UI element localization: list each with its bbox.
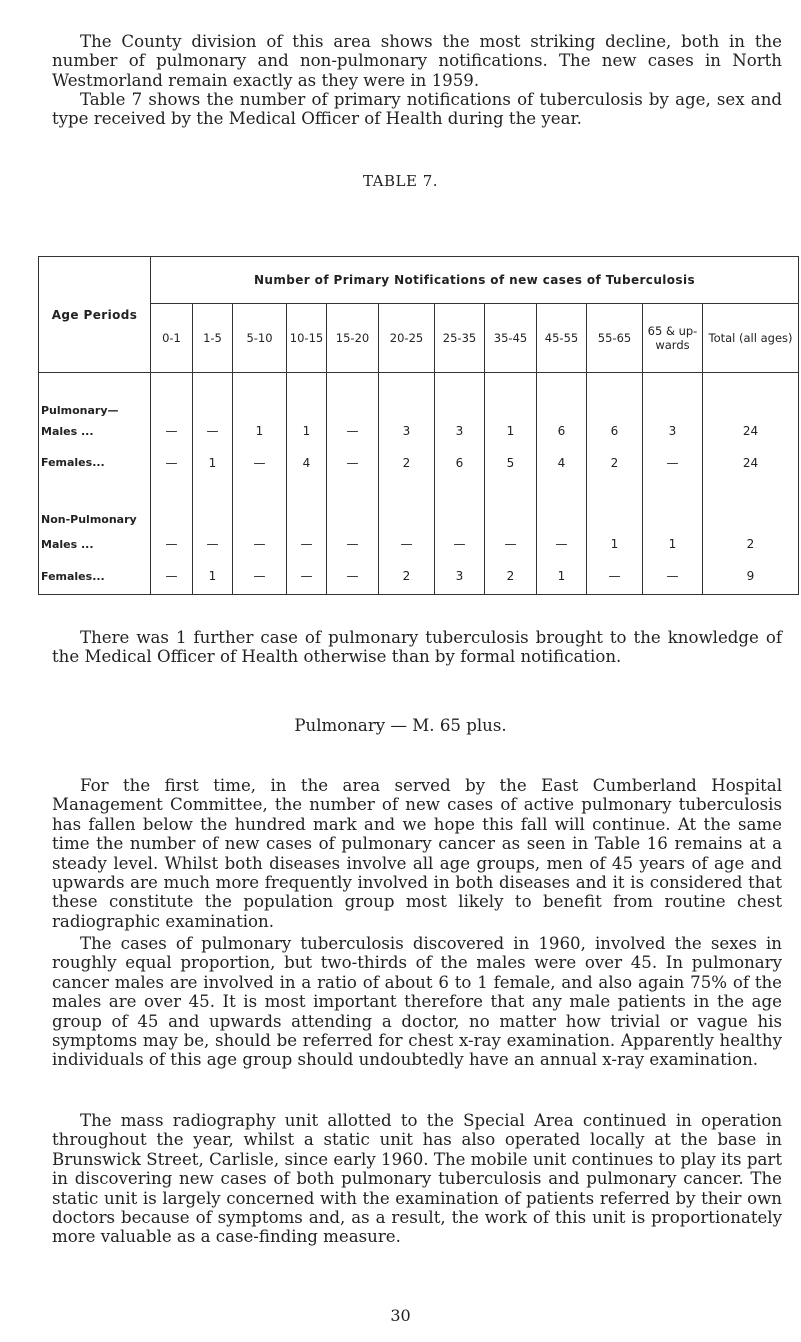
page-number: 30: [390, 1306, 411, 1325]
body-paragraph-2: The cases of pulmonary tuberculosis discovered in 1960, involved the sexes in roughly equal proportion, but two-thirds of the males were over 45. In pulmonary cancer males are involved in a ratio of about 6 to 1 female, and also again 75% of the males are over 45. It is most important therefore that any male patients in the age group of 45 and upwards attending a doctor, no matter how trivial or vague his symptoms may be, should be referred for chest x-ray examination. Apparently healthy individuals of this age group should undoubtedly have an annual x-ray examination.: [52, 934, 782, 1070]
body-paragraph-1: For the first time, in the area served by the East Cumberland Hospital Management Committee, the number of new cases of active pulmonary tuberculosis has fallen below the hundred mark and we hope this fall will continue. At the same time the number of new cases of pulmonary cancer as seen in Table 16 remains at a steady level. Whilst both diseases involve all age groups, men of 45 years of age and upwards are much more frequently involved in both diseases and it is considered that these constitute the population group most likely to benefit from routine chest radiographic examination.: [52, 776, 782, 931]
column-header: 5-10: [233, 304, 287, 373]
table-cell: 9: [703, 559, 799, 595]
intro-paragraph-1: The County division of this area shows the most striking decline, both in the number of pulmonary and non-pulmonary notifications. The new cases in North Westmorland remain exactly as they were in 1959.: [52, 32, 782, 90]
table-row: [39, 446, 799, 480]
subheading: Pulmonary — M. 65 plus.: [294, 716, 507, 735]
table-cell: 6: [435, 446, 485, 480]
table-cell: —: [435, 530, 485, 559]
table-cell: 2: [379, 559, 435, 595]
table-cell: 1: [485, 417, 537, 446]
column-header: 55-65: [587, 304, 643, 373]
intro-paragraph-2: Table 7 shows the number of primary notifications of tuberculosis by age, sex and type received by the Medical Officer of Health during the year.: [52, 90, 782, 129]
table-cell: 1: [537, 559, 587, 595]
table-cell: —: [151, 559, 193, 595]
table-cell: 2: [703, 530, 799, 559]
age-periods-header: Age Periods: [39, 257, 151, 373]
table-cell: 1: [643, 530, 703, 559]
table-cell: —: [379, 530, 435, 559]
table-cell: 4: [287, 446, 327, 480]
table-cell: 6: [537, 417, 587, 446]
table-cell: —: [193, 530, 233, 559]
group-label: Pulmonary—: [39, 373, 151, 417]
table-cell: 3: [435, 559, 485, 595]
column-header-row: [39, 304, 799, 373]
table-cell: 3: [379, 417, 435, 446]
table-cell: 3: [643, 417, 703, 446]
table-cell: —: [327, 417, 379, 446]
column-header: 25-35: [435, 304, 485, 373]
table-cell: —: [233, 530, 287, 559]
table-cell: 5: [485, 446, 537, 480]
column-header: 15-20: [327, 304, 379, 373]
column-header: 0-1: [151, 304, 193, 373]
table-cell: —: [643, 446, 703, 480]
table-cell: —: [327, 446, 379, 480]
group-row-non-pulmonary: [39, 480, 799, 530]
table-cell: 2: [379, 446, 435, 480]
table-cell: 1: [193, 559, 233, 595]
table-cell: —: [643, 559, 703, 595]
table-cell: —: [151, 530, 193, 559]
table-caption: TABLE 7.: [362, 172, 439, 190]
table-row: [39, 417, 799, 446]
table-cell: 1: [287, 417, 327, 446]
column-header: 65 & up-wards: [643, 304, 703, 373]
table-cell: —: [537, 530, 587, 559]
table-cell: —: [151, 417, 193, 446]
table-cell: 2: [587, 446, 643, 480]
column-header: 10-15: [287, 304, 327, 373]
table-cell: 1: [233, 417, 287, 446]
row-label: Females...: [39, 559, 151, 595]
after-table-paragraph: There was 1 further case of pulmonary tuberculosis brought to the knowledge of the Medical Officer of Health otherwise than by formal notification.: [52, 628, 782, 667]
table-cell: —: [233, 446, 287, 480]
table-cell: 6: [587, 417, 643, 446]
table-cell: —: [193, 417, 233, 446]
group-header: Number of Primary Notifications of new cases of Tuberculosis: [151, 257, 799, 304]
group-label: Non-Pulmonary: [39, 480, 151, 530]
table-cell: —: [287, 559, 327, 595]
column-header: 20-25: [379, 304, 435, 373]
table-cell: 4: [537, 446, 587, 480]
table-cell: 1: [193, 446, 233, 480]
table-cell: 1: [587, 530, 643, 559]
table-cell: —: [327, 559, 379, 595]
row-label: Females...: [39, 446, 151, 480]
table-cell: 2: [485, 559, 537, 595]
table-cell: —: [587, 559, 643, 595]
table-cell: —: [287, 530, 327, 559]
row-label: Males ...: [39, 417, 151, 446]
column-header: 35-45: [485, 304, 537, 373]
column-header: 1-5: [193, 304, 233, 373]
tuberculosis-notifications-table: [38, 256, 799, 595]
table-cell: 24: [703, 446, 799, 480]
table-cell: —: [233, 559, 287, 595]
table-row: [39, 559, 799, 595]
table-cell: —: [485, 530, 537, 559]
table-cell: 3: [435, 417, 485, 446]
column-header: Total (all ages): [703, 304, 799, 373]
table-cell: 24: [703, 417, 799, 446]
body-paragraph-3: The mass radiography unit allotted to the Special Area continued in operation throughout the year, whilst a static unit has also operated locally at the base in Brunswick Street, Carlisle, since early 1960. The mobile unit continues to play its part in discovering new cases of both pulmonary tuberculosis and pulmonary cancer. The static unit is largely concerned with the examination of patients referred by their own doctors because of symptoms and, as a result, the work of this unit is proportionately more valuable as a case-finding measure.: [52, 1111, 782, 1247]
group-row-pulmonary: [39, 373, 799, 417]
table-cell: —: [327, 530, 379, 559]
table-row: [39, 530, 799, 559]
table-cell: —: [151, 446, 193, 480]
column-header: 45-55: [537, 304, 587, 373]
row-label: Males ...: [39, 530, 151, 559]
